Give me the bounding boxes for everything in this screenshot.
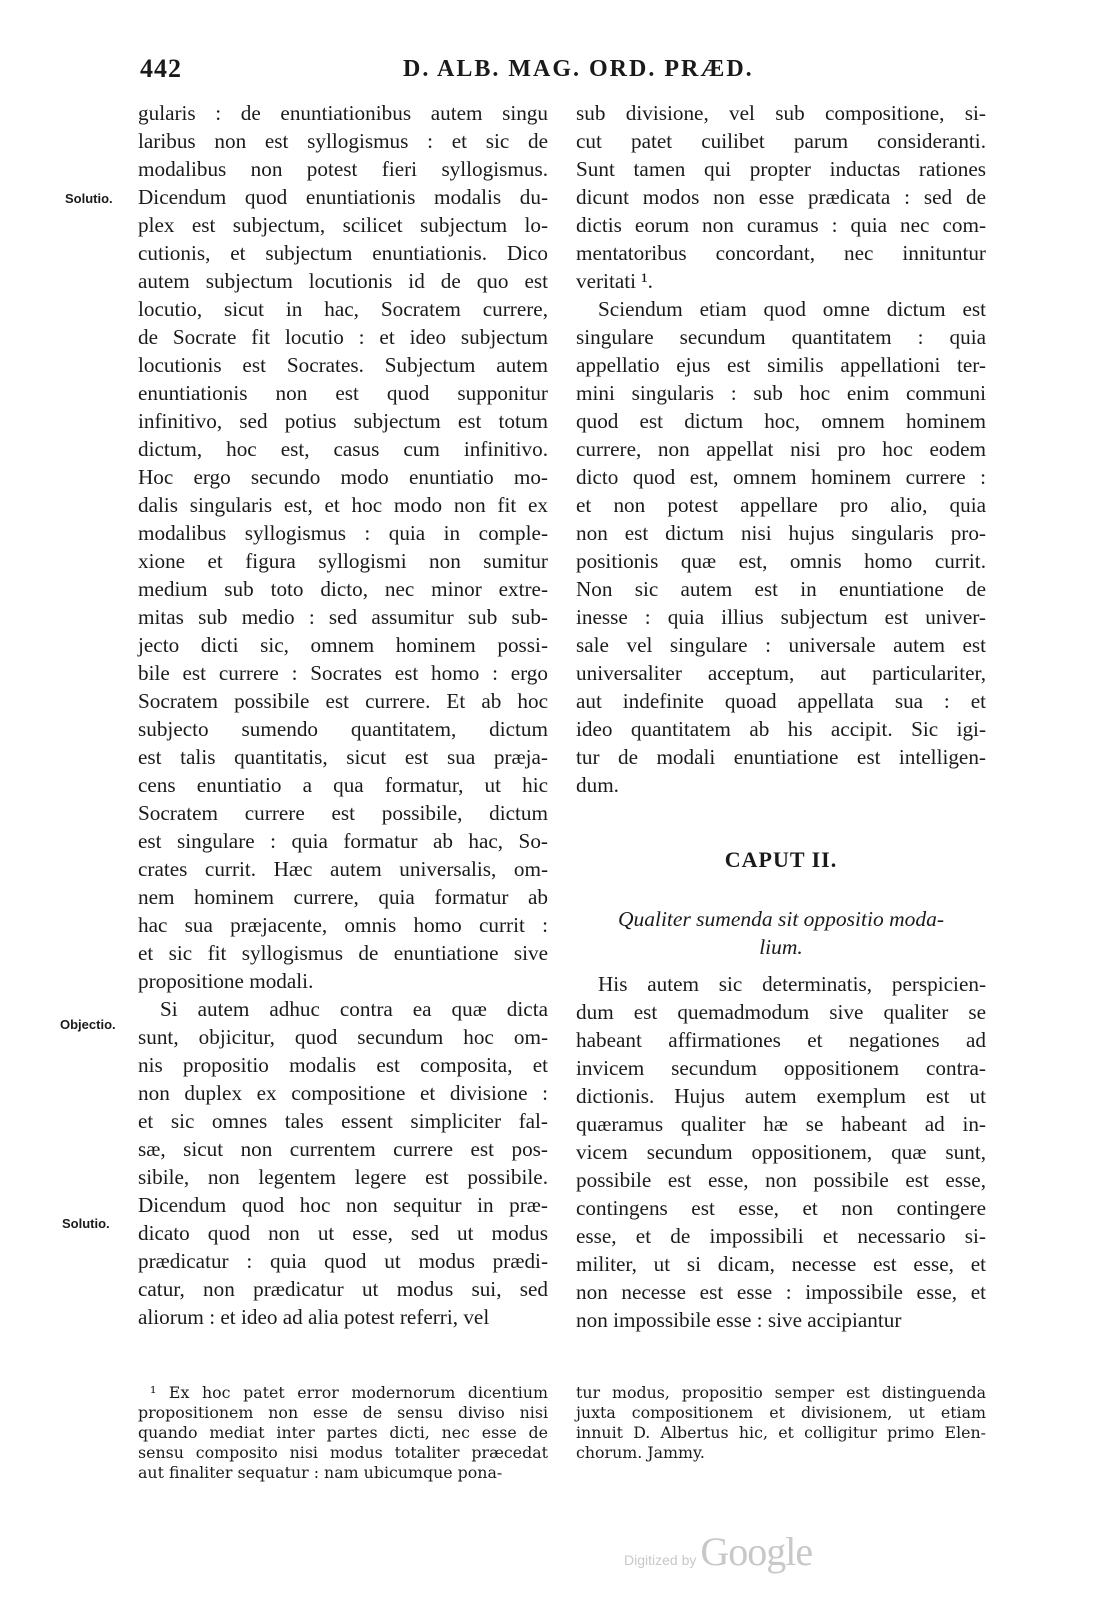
chapter-title: CAPUT II. xyxy=(724,847,838,872)
text-line: Sunt tamen qui propter inductas rationes xyxy=(576,157,986,181)
text-line: veritati ¹. xyxy=(576,269,653,293)
text-line: non duplex ex compositione et divisione : xyxy=(138,1081,548,1105)
text-line: sale vel singulare : universale autem est xyxy=(576,633,986,657)
right-column-top xyxy=(576,99,986,799)
footnote-line: propositionem non esse de sensu diviso nisi xyxy=(138,1403,548,1422)
text-line: locutionis est Socrates. Subjectum autem xyxy=(138,353,548,377)
text-line: bile est currere : Socrates est homo : ergo xyxy=(138,661,548,685)
text-line: nis propositio modalis est composita, et xyxy=(138,1053,548,1077)
text-line: crates currit. Hæc autem universalis, om- xyxy=(138,857,548,881)
text-line: cutionis, et subjectum enuntiationis. Dico xyxy=(138,241,548,265)
text-line: dictis eorum non curamus : quia nec com- xyxy=(576,213,986,237)
text-line: mitas sub medio : sed assumitur sub sub- xyxy=(138,605,548,629)
text-line: et sic fit syllogismus de enuntiatione sive xyxy=(138,941,548,965)
text-line: cut patet cuilibet parum consideranti. xyxy=(576,129,986,153)
text-line: quæramus qualiter hæ se habeant ad in- xyxy=(576,1112,986,1136)
text-line: dalis singularis est, et hoc modo non fit ex xyxy=(138,493,548,517)
text-line: cens enuntiatio a qua formatur, ut hic xyxy=(138,773,548,797)
text-line: gularis : de enuntiationibus autem singu xyxy=(138,101,548,125)
text-line: de Socrate fit locutio : et ideo subjectum xyxy=(138,325,548,349)
text-line: Hoc ergo secundo modo enuntiatio mo- xyxy=(138,465,548,489)
chapter-subtitle xyxy=(576,905,986,961)
text-line: ideo quantitatem ab his accipit. Sic igi- xyxy=(576,717,986,741)
right-column-bottom xyxy=(576,970,986,1334)
text-line: Non sic autem est in enuntiatione de xyxy=(576,577,986,601)
text-line: positionis quæ est, omnis homo currit. xyxy=(576,549,986,573)
text-line: dicato quod non ut esse, sed ut modus xyxy=(138,1221,548,1245)
text-line: non est dictum nisi hujus singularis pro- xyxy=(576,521,986,545)
footnote-line: chorum. Jammy. xyxy=(576,1443,705,1462)
text-line: propositione modali. xyxy=(138,969,314,993)
footnote-right xyxy=(576,1383,986,1463)
left-column xyxy=(138,99,548,1331)
text-line: Sciendum etiam quod omne dictum est xyxy=(598,297,986,321)
text-line: universaliter acceptum, aut particulariter, xyxy=(576,661,986,685)
text-line: His autem sic determinatis, perspicien- xyxy=(598,972,986,996)
text-line: sibile, non legentem legere est possibile. xyxy=(138,1165,548,1189)
footnote-line: juxta compositionem et divisionem, ut etiam xyxy=(576,1403,986,1422)
text-line: locutio, sicut in hac, Socratem currere, xyxy=(138,297,548,321)
text-line: est talis quantitatis, sicut est sua præja- xyxy=(138,745,548,769)
text-line: catur, non prædicatur ut modus sui, sed xyxy=(138,1277,548,1301)
text-line: aliorum : et ideo ad alia potest referri, vel xyxy=(138,1305,490,1329)
text-line: sæ, sicut non currentem currere est pos- xyxy=(138,1137,548,1161)
text-line: aut indefinite quoad appellata sua : et xyxy=(576,689,986,713)
text-line: Dicendum quod enuntiationis modalis du- xyxy=(138,185,548,209)
text-line: non impossibile esse : sive accipiantur xyxy=(576,1308,902,1332)
text-line: et sic omnes tales essent simpliciter fal- xyxy=(138,1109,548,1133)
text-line: esse, et de impossibili et necessario si- xyxy=(576,1224,986,1248)
text-line: mini singularis : sub hoc enim communi xyxy=(576,381,986,405)
watermark-prefix: Digitized by xyxy=(624,1552,697,1568)
watermark-brand: Google xyxy=(700,1529,813,1574)
text-line: non necesse est esse : impossibile esse, et xyxy=(576,1280,986,1304)
text-line: contingens est esse, et non contingere xyxy=(576,1196,986,1220)
text-line: est singulare : quia formatur ab hac, So- xyxy=(138,829,548,853)
margin-note-objectio: Objectio. xyxy=(60,1017,116,1032)
text-line: vicem secundum oppositionem, quæ sunt, xyxy=(576,1140,986,1164)
text-line: dicunt modos non esse prædicata : sed de xyxy=(576,185,986,209)
footnote-left xyxy=(138,1383,548,1483)
footnote-line: quando mediat inter partes dicti, nec esse de xyxy=(138,1423,548,1442)
text-line: laribus non est syllogismus : et sic de xyxy=(138,129,548,153)
text-line: modalibus non potest fieri syllogismus. xyxy=(138,157,548,181)
text-line: quod est dictum hoc, omnem hominem xyxy=(576,409,986,433)
text-line: singulare secundum quantitatem : quia xyxy=(576,325,986,349)
text-line: autem subjectum locutionis id de quo est xyxy=(138,269,548,293)
chapter-subtitle-line-2: lium. xyxy=(759,935,803,959)
text-line: infinitivo, sed potius subjectum est totum xyxy=(138,409,548,433)
text-line: plex est subjectum, scilicet subjectum lo- xyxy=(138,213,548,237)
text-line: prædicatur : quia quod ut modus prædi- xyxy=(138,1249,548,1273)
text-line: jecto dicti sic, omnem hominem possi- xyxy=(138,633,548,657)
footnote-line: ¹ Ex hoc patet error modernorum dicentium xyxy=(150,1383,548,1402)
text-line: dictum, hoc est, casus cum infinitivo. xyxy=(138,437,548,461)
text-line: invicem secundum oppositionem contra- xyxy=(576,1056,986,1080)
chapter-subtitle-line-1: Qualiter sumenda sit oppositio moda- xyxy=(617,907,945,931)
text-line: hac sua præjacente, omnis homo currit : xyxy=(138,913,548,937)
footnote-line: innuit D. Albertus hic, et colligitur primo Elen- xyxy=(576,1423,986,1442)
page-number: 442 xyxy=(140,54,182,83)
text-line: dum est quemadmodum sive qualiter se xyxy=(576,1000,986,1024)
text-line: currere, non appellat nisi pro hoc eodem xyxy=(576,437,986,461)
text-line: et non potest appellare pro alio, quia xyxy=(576,493,986,517)
footnote-line: sensu composito nisi modus totaliter præcedat xyxy=(138,1443,548,1462)
text-line: sub divisione, vel sub compositione, si- xyxy=(576,101,986,125)
text-line: Dicendum quod hoc non sequitur in præ- xyxy=(138,1193,548,1217)
text-line: dicto quod est, omnem hominem currere : xyxy=(576,465,986,489)
text-line: dum. xyxy=(576,773,619,797)
text-line: possibile est esse, non possibile est esse, xyxy=(576,1168,986,1192)
text-line: sunt, objicitur, quod secundum hoc om- xyxy=(138,1025,548,1049)
text-line: mentatoribus concordant, nec innituntur xyxy=(576,241,986,265)
google-watermark xyxy=(624,1528,812,1575)
text-line: dictionis. Hujus autem exemplum est ut xyxy=(576,1084,986,1108)
text-line: nem hominem currere, quia formatur ab xyxy=(138,885,548,909)
running-head: D. ALB. MAG. ORD. PRÆD. xyxy=(403,56,754,82)
footnote-line: tur modus, propositio semper est distinguenda xyxy=(576,1383,986,1402)
text-line: appellatio ejus est similis appellationi ter- xyxy=(576,353,986,377)
text-line: militer, ut si dicam, necesse est esse, et xyxy=(576,1252,986,1276)
text-line: enuntiationis non est quod supponitur xyxy=(138,381,548,405)
footnote-line: aut finaliter sequatur : nam ubicumque pona- xyxy=(138,1463,503,1482)
text-line: xione et figura syllogismi non sumitur xyxy=(138,549,548,573)
text-line: modalibus syllogismus : quia in comple- xyxy=(138,521,548,545)
text-line: Socratem possibile est currere. Et ab hoc xyxy=(138,689,548,713)
margin-note-solutio-2: Solutio. xyxy=(62,1216,110,1231)
text-line: Socratem currere est possibile, dictum xyxy=(138,801,548,825)
text-line: inesse : quia illius subjectum est univer- xyxy=(576,605,986,629)
text-line: subjecto sumendo quantitatem, dictum xyxy=(138,717,548,741)
text-line: medium sub toto dicto, nec minor extre- xyxy=(138,577,548,601)
text-line: tur de modali enuntiatione est intelligen- xyxy=(576,745,986,769)
text-line: habeant affirmationes et negationes ad xyxy=(576,1028,986,1052)
text-line: Si autem adhuc contra ea quæ dicta xyxy=(160,997,548,1021)
margin-note-solutio: Solutio. xyxy=(65,191,113,206)
